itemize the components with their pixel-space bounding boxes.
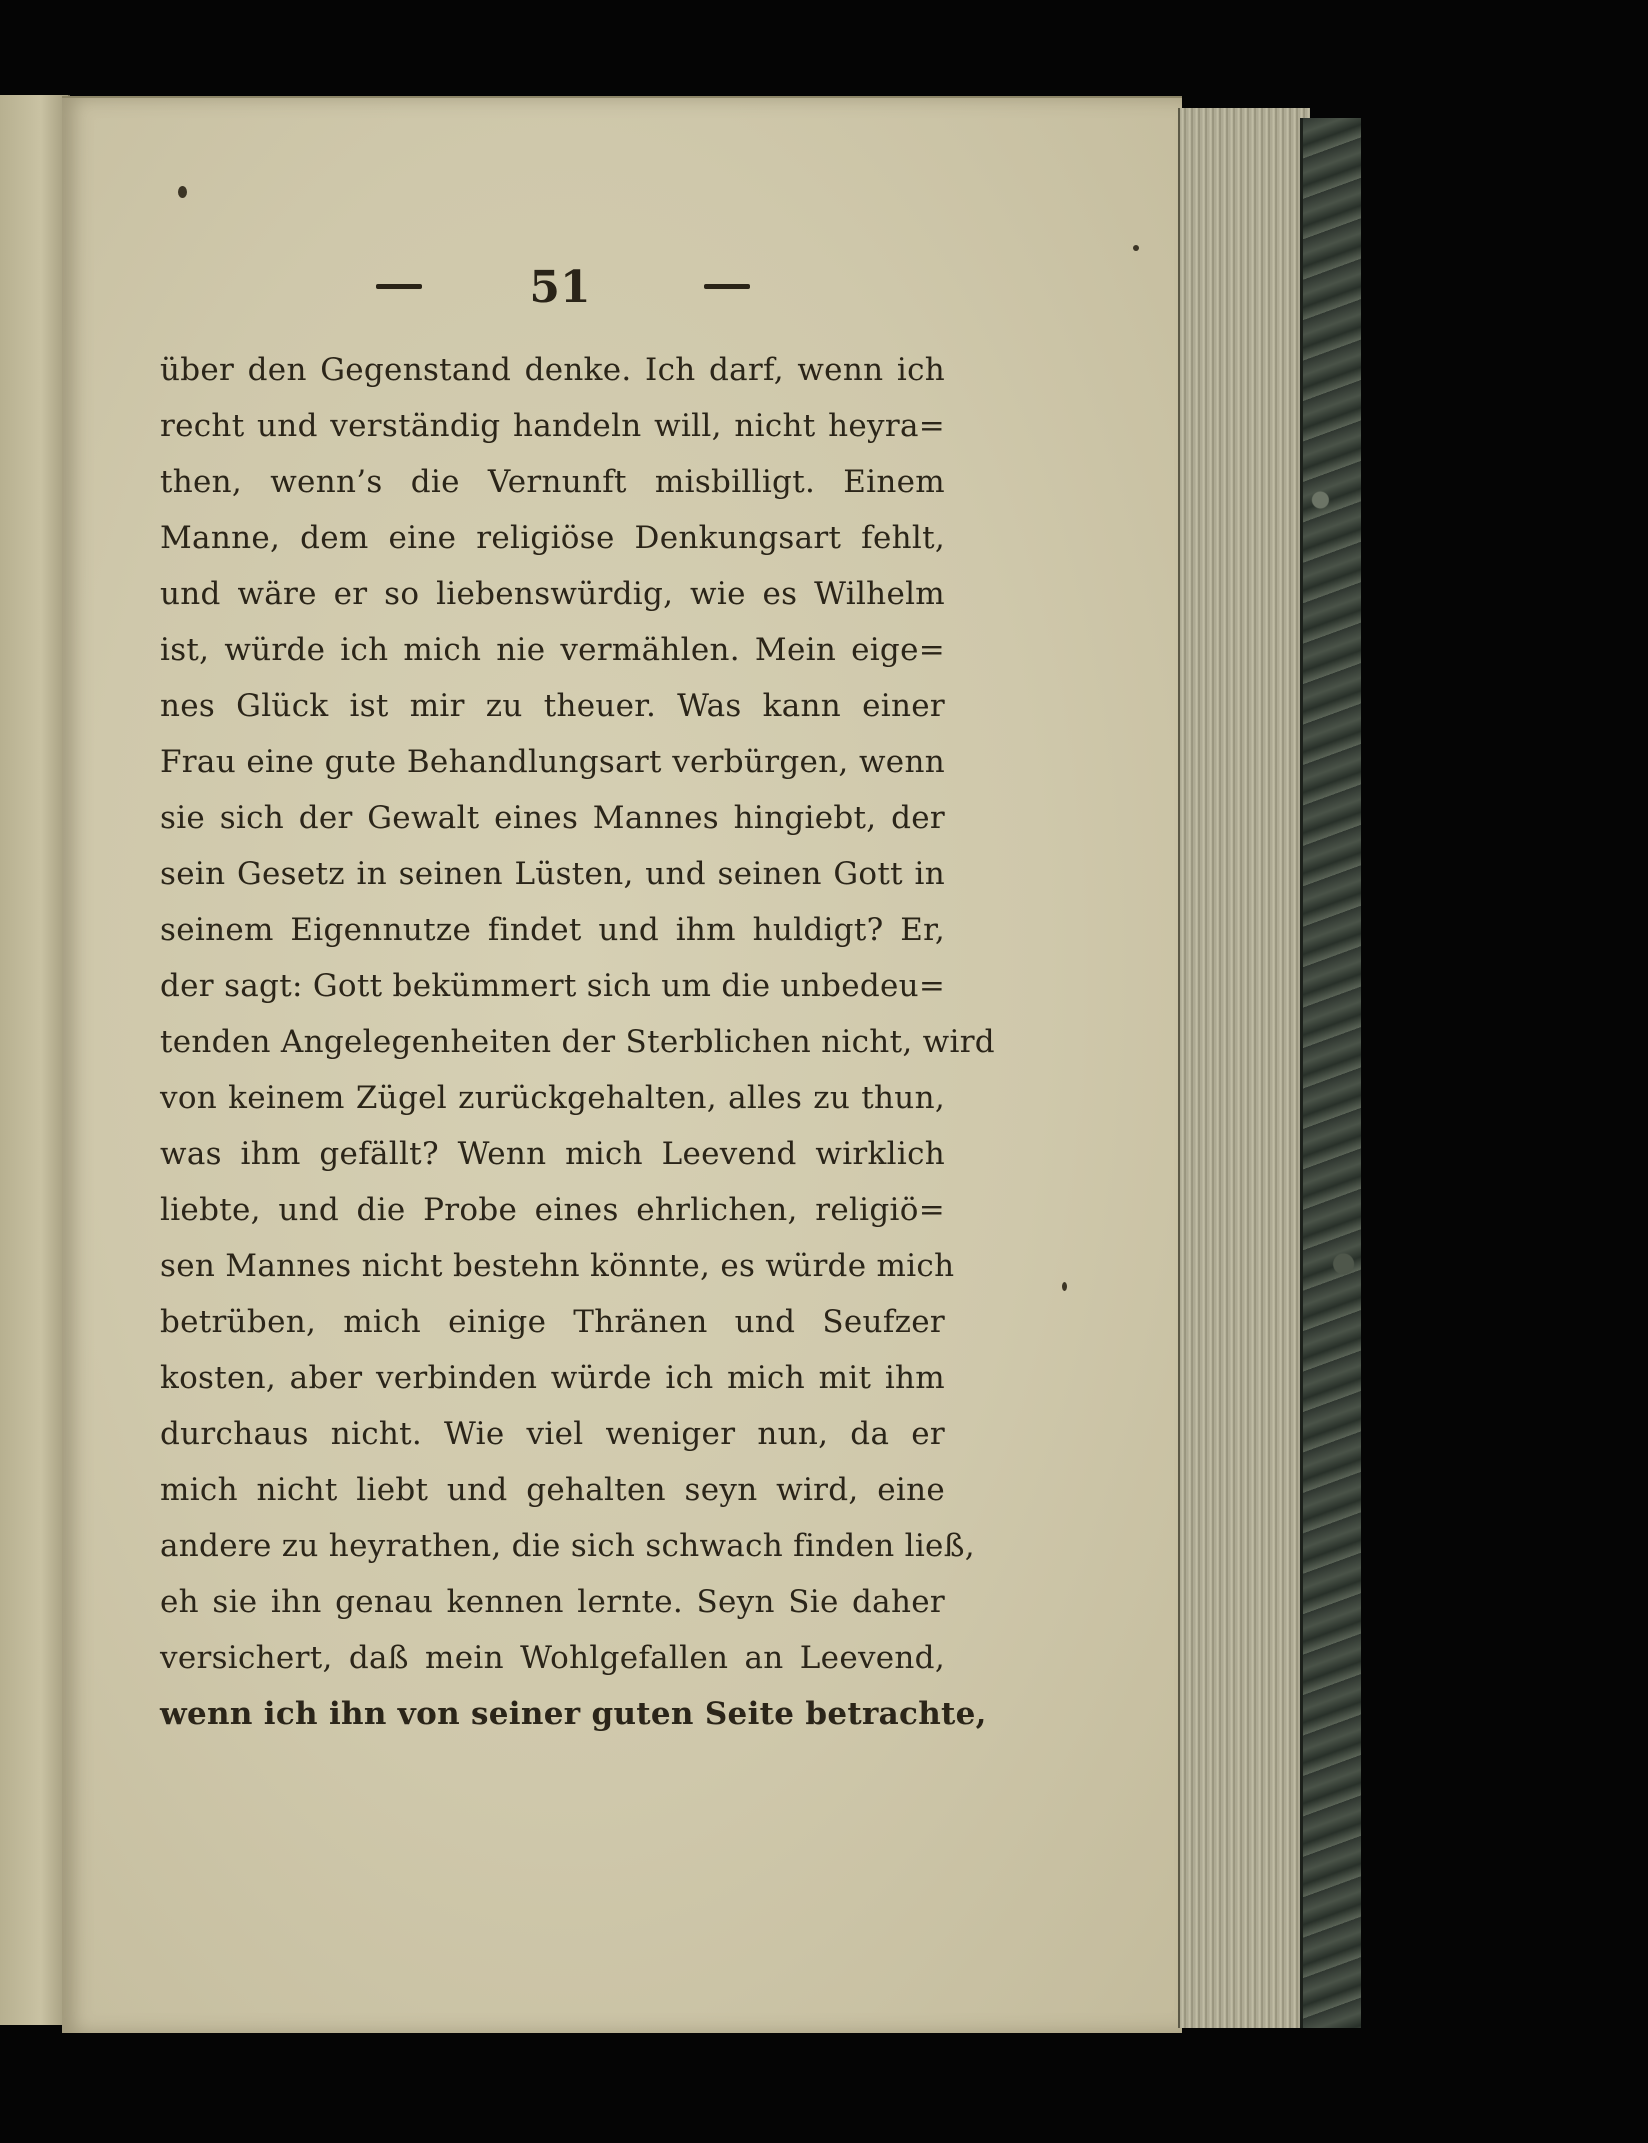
text-line: durchaus nicht. Wie viel weniger nun, da er — [160, 1416, 945, 1452]
text-line: versichert, daß mein Wohlgefallen an Leevend, — [160, 1640, 945, 1676]
previous-page-edge — [0, 95, 70, 2025]
text-line: sein Gesetz in seinen Lüsten, und seinen Gott in — [160, 856, 945, 892]
text-line: über den Gegenstand denke. Ich darf, wenn ich — [160, 352, 945, 388]
text-line: nes Glück ist mir zu theuer. Was kann einer — [160, 688, 945, 724]
paper-speck — [1133, 245, 1139, 251]
paper-speck — [178, 186, 187, 198]
text-line: von keinem Zügel zurückgehalten, alles zu thun, — [160, 1080, 945, 1116]
paper-speck — [1062, 1282, 1067, 1291]
text-line: then, wenn’s die Vernunft misbilligt. Einem — [160, 464, 945, 500]
header-dash-right — [704, 284, 750, 289]
text-line: Manne, dem eine religiöse Denkungsart fehlt, — [160, 520, 945, 556]
page-body-text — [160, 342, 995, 1742]
page-number: 51 — [529, 262, 591, 313]
header-dash-left — [376, 284, 422, 289]
text-line: Frau eine gute Behandlungsart verbürgen, wenn — [160, 744, 945, 780]
text-line: wenn ich ihn von seiner guten Seite betrachte, — [160, 1696, 987, 1732]
text-line: was ihm gefällt? Wenn mich Leevend wirklich — [160, 1136, 945, 1172]
text-line: tenden Angelegenheiten der Sterblichen nicht, wird — [160, 1024, 995, 1060]
text-line: ist, würde ich mich nie vermählen. Mein eige= — [160, 632, 945, 668]
text-line: eh sie ihn genau kennen lernte. Seyn Sie daher — [160, 1584, 945, 1620]
text-line: seinem Eigennutze findet und ihm huldigt? Er, — [160, 912, 945, 948]
text-line: andere zu heyrathen, die sich schwach finden ließ, — [160, 1528, 975, 1564]
text-line: kosten, aber verbinden würde ich mich mit ihm — [160, 1360, 945, 1396]
text-line: mich nicht liebt und gehalten seyn wird, eine — [160, 1472, 945, 1508]
page-block-edge — [1178, 108, 1310, 2028]
text-line: der sagt: Gott bekümmert sich um die unbedeu= — [160, 968, 946, 1004]
text-line: und wäre er so liebenswürdig, wie es Wilhelm — [160, 576, 945, 612]
marbled-cover — [1300, 118, 1361, 2028]
text-line: sen Mannes nicht bestehn könnte, es würde mich — [160, 1248, 955, 1284]
text-line: betrüben, mich einige Thränen und Seufzer — [160, 1304, 945, 1340]
text-line: recht und verständig handeln will, nicht heyra= — [160, 408, 945, 444]
page-header — [372, 262, 742, 322]
text-line: sie sich der Gewalt eines Mannes hingiebt, der — [160, 800, 945, 836]
text-line: liebte, und die Probe eines ehrlichen, religiö= — [160, 1192, 945, 1228]
